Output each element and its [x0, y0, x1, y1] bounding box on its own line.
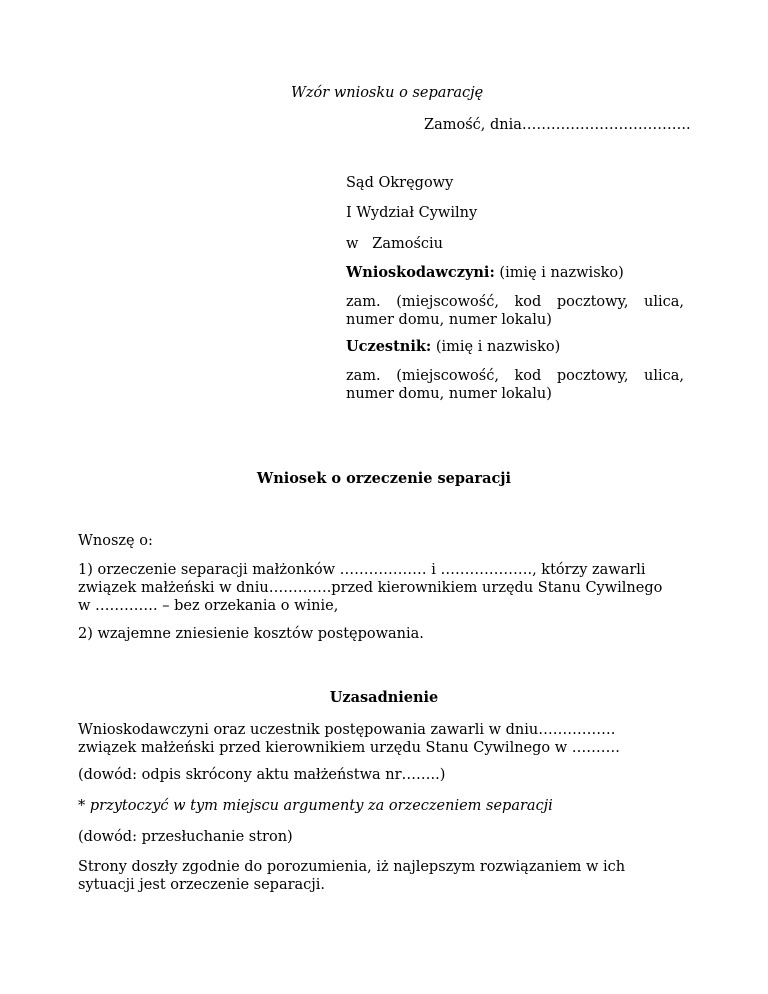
court-division: I Wydział Cywilny [346, 205, 478, 221]
justification-paragraph-1: Wnioskodawczyni oraz uczestnik postępowania zawarli w dniu……………. związek małżeński przed kierownikiem urzędu Stanu Cywilnego w ………. [78, 722, 620, 756]
applicant-address: zam. (miejscowość, kod pocztowy, ulica, numer domu, numer lokalu) [346, 294, 684, 328]
applicant-name-placeholder: (imię i nazwisko) [499, 265, 624, 281]
motion-title: Wniosek o orzeczenie separacji [256, 470, 512, 487]
evidence-marriage-certificate: (dowód: odpis skrócony aktu małżeństwa nr……..) [78, 767, 446, 783]
participant-line [346, 338, 560, 356]
argument-note: * przytoczyć w tym miejscu argumenty za orzeczeniem separacji [78, 798, 553, 814]
justification-paragraph-2: Strony doszły zgodnie do porozumienia, iż najlepszym rozwiązaniem w ich sytuacji jest orzeczenie separacji. [78, 859, 626, 893]
participant-address: zam. (miejscowość, kod pocztowy, ulica, numer domu, numer lokalu) [346, 368, 684, 402]
participant-label: Uczestnik: [346, 338, 432, 355]
motion-item-2: 2) wzajemne zniesienie kosztów postępowania. [78, 626, 424, 642]
document-title: Wzór wniosku o separację [291, 85, 484, 101]
motion-intro: Wnoszę o: [78, 533, 153, 549]
place-date-line: Zamość, dnia…………………………….. [424, 117, 691, 133]
participant-name-placeholder: (imię i nazwisko) [435, 339, 561, 355]
evidence-hearing: (dowód: przesłuchanie stron) [78, 829, 293, 845]
applicant-line [346, 264, 624, 282]
court-city: w Zamościu [346, 236, 443, 252]
justification-title: Uzasadnienie [329, 689, 439, 706]
applicant-label: Wnioskodawczyni: [346, 264, 495, 281]
motion-item-1: 1) orzeczenie separacji małżonków ……………… i ………………., którzy zawarli związek małżeński w dniu………….przed kierownikiem urzędu Stanu Cywilnego w …………. – bez orzekania o winie, [78, 562, 663, 614]
court-name: Sąd Okręgowy [346, 175, 454, 191]
